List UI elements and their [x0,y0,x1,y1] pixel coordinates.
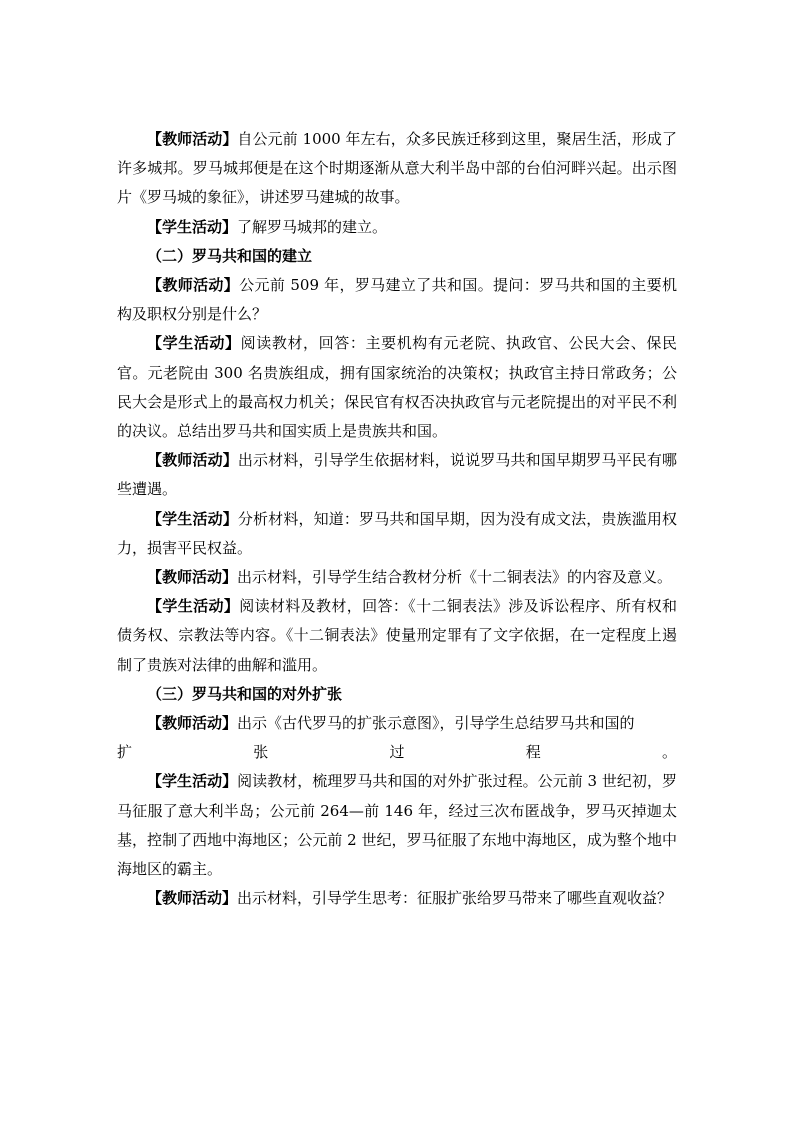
activity-label: 【学生活动】 [147,334,241,353]
activity-label: 【学生活动】 [147,217,238,236]
activity-label: 【教师活动】 [147,276,240,295]
activity-label: 【教师活动】 [147,451,238,470]
activity-label: 【教师活动】 [147,568,238,587]
spread-char: 。 [661,743,677,762]
activity-paragraph [117,884,677,913]
activity-paragraph [117,446,677,504]
activity-paragraph [117,329,677,446]
activity-text: 阅读教材，梳理罗马共和国的对外扩张过程。公元前 3 世纪初，罗马征服了意大利半岛；公元前 264—前 146 年，经过三次布匿战争，罗马灭掉迦太基，控制了西地中海地区；公元前 2 世纪，罗马征服了东地中海地区，成为整个地中海地区的霸主。 [117,772,677,879]
activity-text: 阅读材料及教材，回答：《十二铜表法》涉及诉讼程序、所有权和债务权、宗教法等内容。《十二铜表法》使量刑定罪有了文字依据，在一定程度上遏制了贵族对法律的曲解和滥用。 [117,597,677,674]
activity-text: 出示材料，引导学生依据材料，说说罗马共和国早期罗马平民有哪些遭遇。 [117,451,677,499]
activity-paragraph [117,271,677,329]
activity-label: 【教师活动】 [147,714,238,733]
activity-paragraph [117,709,677,738]
activity-text: 分析材料，知道：罗马共和国早期，因为没有成文法，贵族滥用权力，损害平民权益。 [117,509,677,557]
spread-char: 程 [525,743,541,762]
activity-paragraph [117,563,677,592]
activity-text: 阅读教材，回答：主要机构有元老院、执政官、公民大会、保民官。元老院由 300 名贵族组成，拥有国家统治的决策权；执政官主持日常政务；公民大会是形式上的最高权力机关；保民官有权否决执政官与元老院提出的对平民不利的决议。总结出罗马共和国实质上是贵族共和国。 [117,334,677,441]
activity-label: 【教师活动】 [147,130,238,148]
section-heading: （二）罗马共和国的建立 [147,246,313,265]
activity-text: 出示《古代罗马的扩张示意图》，引导学生总结罗马共和国的 [237,714,635,733]
spread-char: 扩 [117,743,133,762]
activity-paragraph [117,767,677,884]
spread-char: 过 [389,743,405,762]
activity-label: 【学生活动】 [147,509,238,528]
document-page [117,125,677,913]
activity-paragraph [117,125,677,213]
activity-paragraph [117,505,677,563]
activity-text: 自公元前 1000 年左右，众多民族迁移到这里，聚居生活，形成了许多城邦。罗马城邦便是在这个时期逐渐从意大利半岛中部的台伯河畔兴起。出示图片《罗马城的象征》，讲述罗马建城的故事。 [117,130,677,207]
spread-char: 张 [253,743,269,762]
activity-paragraph [117,592,677,680]
activity-label: 【学生活动】 [147,597,240,616]
activity-label: 【学生活动】 [147,772,238,791]
activity-text: 出示材料，引导学生结合教材分析《十二铜表法》的内容及意义。 [237,568,673,587]
activity-paragraph [117,213,677,242]
activity-text: 出示材料，引导学生思考：征服扩张给罗马带来了哪些直观收益？ [237,889,673,908]
spread-line [117,738,677,767]
activity-label: 【教师活动】 [147,889,238,908]
activity-text: 了解罗马城邦的建立。 [237,217,388,236]
section-heading: （三）罗马共和国的对外扩张 [147,684,343,703]
activity-text: 公元前 509 年，罗马建立了共和国。提问：罗马共和国的主要机构及职权分别是什么？ [117,276,677,324]
